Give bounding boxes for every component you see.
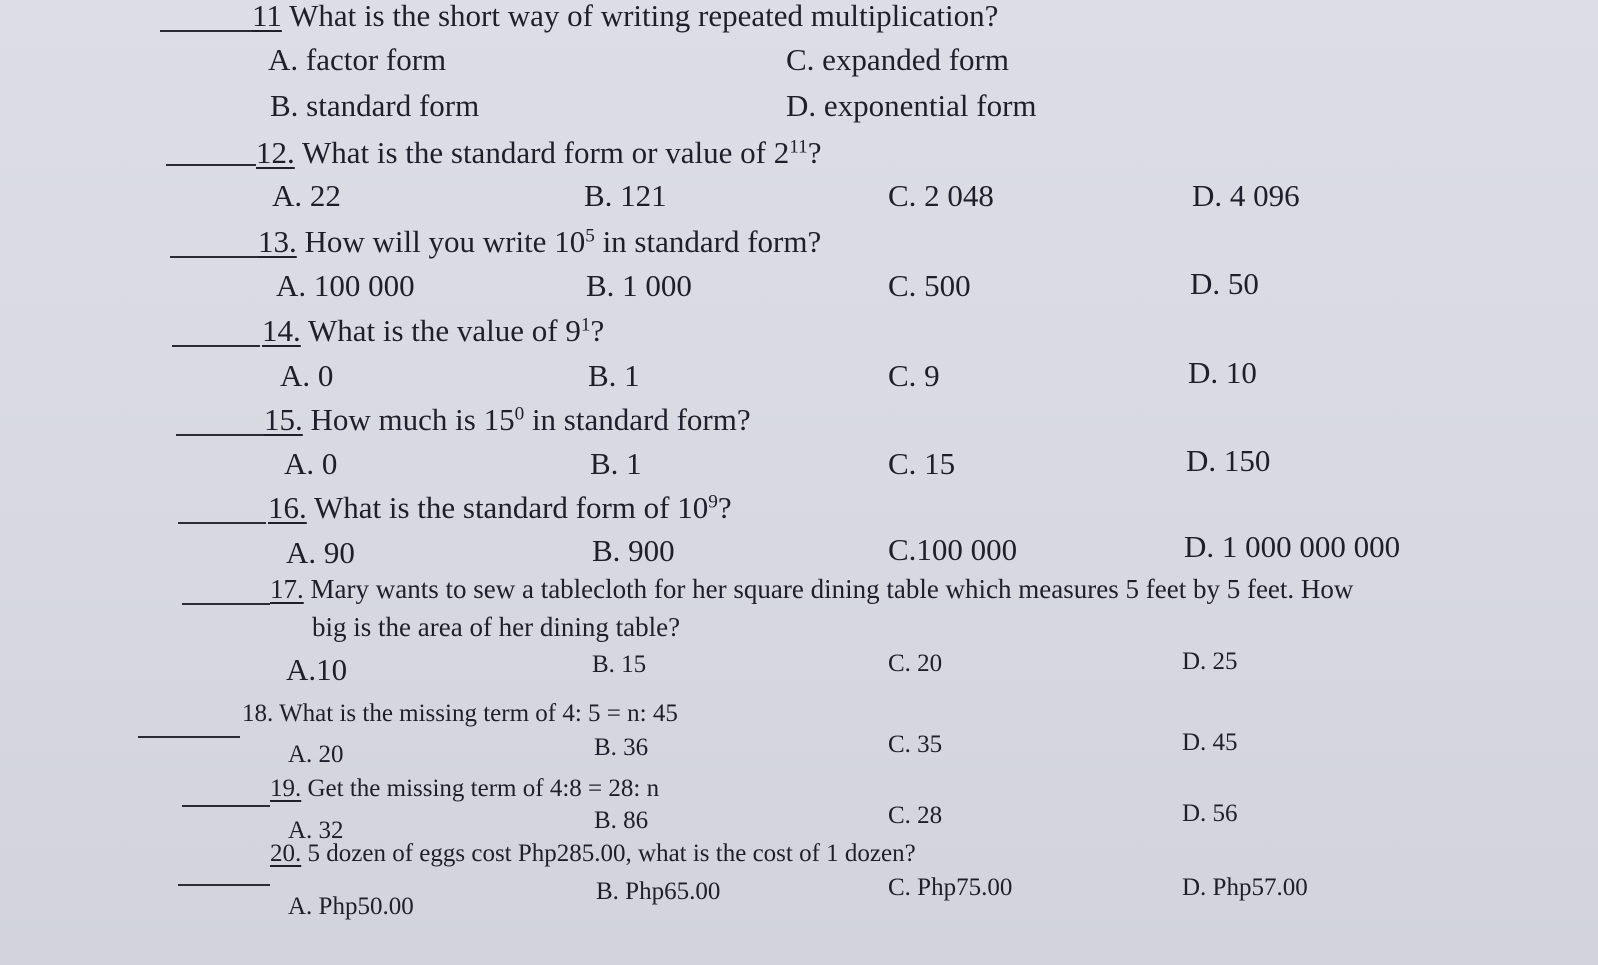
question-text: What is the value of [307, 313, 566, 348]
answer-blank-13[interactable] [170, 256, 258, 258]
option-d: D. 1 000 000 000 [1184, 529, 1401, 564]
question-13 [258, 224, 821, 260]
option-a: A. 20 [288, 741, 344, 768]
exponent: 0 [514, 403, 525, 425]
option-c: C. 15 [888, 446, 956, 481]
option-b: B. Php65.00 [596, 878, 721, 905]
option-b: B. 36 [594, 734, 649, 761]
question-number: 12. [256, 135, 295, 170]
exponent-base: 9 [565, 313, 581, 348]
question-18 [242, 700, 678, 728]
question-17 [270, 574, 1353, 605]
question-text: Get the missing term of 4:8 = 28: n [307, 775, 660, 802]
question-text: What is the missing term of 4: 5 = n: 45 [279, 700, 678, 727]
option-c: C. Php75.00 [888, 874, 1013, 901]
option-a: A. 100 000 [276, 268, 415, 303]
option-a: A. 90 [286, 535, 355, 570]
option-b: B. 1 000 [586, 268, 692, 303]
question-text: Mary wants to sew a tablecloth for her square dining table which measures 5 feet by 5 feet. How [310, 574, 1354, 604]
question-number: 11 [252, 0, 282, 33]
option-c: C. 9 [888, 358, 940, 393]
option-c: C. 500 [888, 268, 971, 303]
option-d: D. 45 [1182, 729, 1238, 756]
option-d: D. 4 096 [1192, 178, 1300, 213]
option-b: B. 1 [590, 446, 642, 481]
question-text-end: ? [590, 313, 605, 348]
option-b: B. 900 [592, 533, 675, 568]
question-19 [270, 775, 659, 803]
option-a: A. Php50.00 [288, 893, 414, 920]
option-d: D. 56 [1182, 800, 1238, 827]
question-text-end: ? [717, 490, 732, 525]
question-number: 18. [242, 700, 274, 727]
question-text: How much is [310, 402, 484, 437]
answer-blank-17[interactable] [182, 603, 270, 605]
question-text: What is the standard form or value of [301, 135, 774, 170]
question-number: 14. [262, 313, 301, 348]
option-b: B. 1 [588, 358, 640, 393]
answer-blank-15[interactable] [176, 434, 264, 436]
question-text-end: in standard form? [594, 224, 822, 259]
answer-blank-11[interactable] [160, 30, 252, 32]
question-20 [270, 840, 916, 868]
option-b: B. 86 [594, 807, 649, 834]
option-a: A. 22 [272, 178, 341, 213]
question-text: 5 dozen of eggs cost Php285.00, what is the cost of 1 dozen? [307, 840, 916, 867]
option-d: D. 150 [1186, 443, 1271, 478]
option-a: A. 0 [284, 446, 338, 481]
exponent-base: 15 [483, 402, 515, 437]
answer-blank-12[interactable] [166, 164, 256, 166]
question-15 [264, 402, 751, 438]
question-11 [252, 0, 998, 34]
exponent: 9 [708, 491, 718, 513]
question-14 [262, 313, 604, 349]
answer-blank-20[interactable] [178, 884, 270, 886]
question-number: 13. [258, 224, 297, 259]
exponent: 11 [789, 136, 808, 158]
option-c: C. expanded form [786, 42, 1009, 77]
question-text: What is the standard form of [313, 490, 678, 525]
question-number: 15. [264, 402, 303, 437]
answer-blank-14[interactable] [172, 345, 260, 347]
option-c: C. 28 [888, 802, 943, 829]
question-17-line2: big is the area of her dining table? [312, 612, 681, 642]
option-a: A. factor form [268, 42, 447, 77]
exponent: 5 [585, 225, 595, 247]
exponent-base: 10 [554, 224, 586, 259]
option-c: C.100 000 [888, 532, 1018, 567]
question-number: 17. [270, 574, 304, 604]
option-a: A. 32 [288, 817, 344, 844]
exponent-base: 10 [677, 490, 709, 525]
option-b: B. standard form [270, 88, 480, 123]
option-c: C. 20 [888, 650, 943, 677]
option-d: D. 10 [1188, 355, 1257, 390]
question-text-end: in standard form? [524, 402, 751, 437]
exponent-base: 2 [773, 135, 790, 170]
answer-blank-16[interactable] [178, 522, 266, 524]
option-d: D. exponential form [786, 88, 1037, 123]
option-a: A. 0 [280, 358, 334, 393]
question-number: 19. [270, 775, 302, 802]
answer-blank-19[interactable] [182, 805, 270, 807]
answer-blank-18[interactable] [138, 736, 240, 738]
question-16 [268, 490, 732, 526]
question-number: 16. [268, 490, 307, 525]
question-text: How will you write [304, 224, 555, 259]
exponent: 1 [580, 314, 591, 336]
option-a: A.10 [286, 652, 348, 687]
option-c: C. 2 048 [888, 178, 994, 213]
question-text-end: ? [807, 135, 822, 170]
option-b: B. 121 [584, 178, 667, 213]
option-d: D. 50 [1190, 266, 1259, 301]
option-c: C. 35 [888, 731, 943, 758]
option-d: D. 25 [1182, 648, 1238, 675]
question-number: 20. [270, 840, 302, 867]
option-d: D. Php57.00 [1182, 874, 1308, 901]
option-b: B. 15 [592, 651, 647, 678]
question-text: What is the short way of writing repeated multiplication? [289, 0, 999, 33]
question-12 [256, 135, 821, 171]
